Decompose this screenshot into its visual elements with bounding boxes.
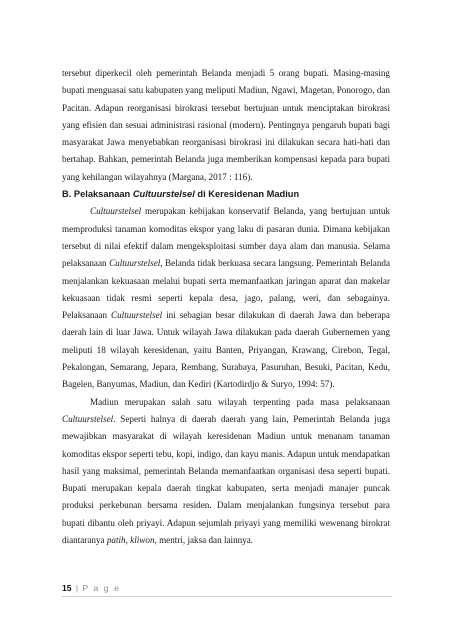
italic-term: Cultuurstelsel	[62, 413, 114, 424]
italic-term: Cultuurstelsel	[90, 206, 142, 217]
page-footer	[62, 582, 392, 594]
paragraph-continuation: tersebut diperkecil oleh pemerintah Belanda menjadi 5 orang bupati. Masing-masing bupati menguasai satu kabupaten yang meliputi Madiun, Ngawi, Magetan, Ponorogo, dan Pacitan. Adapun reorganisasi birokrasi tersebut bertujuan untuk menciptakan birokrasi yang efisien dan sesuai administrasi rasional (modern). Pentingnya pengaruh bupati bagi masyarakat Jawa menyebabkan reorganisasi birokrasi ini dilakukan secara hati-hati dan bertahap. Bahkan, pemerintah Belanda juga memberikan kompensasi kepada para bupati yang kehilangan wilayahnya (Margana, 2017 : 116).	[62, 68, 390, 182]
page-number: 15	[62, 583, 72, 593]
paragraph-cultuurstelsel: Cultuurstelsel merupakan kebijakan konservatif Belanda, yang bertujuan untuk memproduksi tanaman komoditas ekspor yang laku di pasaran dunia. Dimana kebijakan tersebut di nilai efektif dalam mengeksploitasi sumber daya alam dan manusia. Selama pelaksanaan Cultuurstelsel, Belanda tidak berkuasa secara langsung. Pemerintah Belanda menjalankan kekuasaan melalui bupati serta memanfaatkan jaringan aparat dan makelar kekuasaan tidak resmi seperti kepala desa, jago, palang, weri, dan sebagainya. Pelaksanaan Cultuurstelsel ini sebagian besar dilakukan di daerah Jawa dan beberapa daerah lain di luar Jawa. Untuk wilayah Jawa dilakukan pada daerah Gubernemen yang meliputi 18 wilayah keresidenan, yaitu Banten, Priyangan, Krawang, Cirebon, Tegal, Pekalongan, Semarang, Jepara, Rembang, Surabaya, Pasuruhan, Besuki, Pacitan, Kedu, Bagelen, Banyumas, Madiun, dan Kediri (Kartodirdjo & Suryo, 1994: 57).	[62, 206, 390, 390]
italic-term: Cultuurstelsel	[109, 258, 161, 269]
footer-rule	[62, 596, 392, 597]
italic-term: patih	[106, 535, 126, 546]
page-body	[62, 65, 390, 549]
footer-separator: |	[75, 583, 79, 593]
italic-term: Cultuurstelsel	[111, 310, 163, 321]
section-heading: B. Pelaksanaan Cultuurstelsel di Keresidenan Madiun	[62, 189, 300, 200]
italic-term: kliwon	[130, 535, 155, 546]
paragraph-madiun: Madiun merupakan salah satu wilayah terpenting pada masa pelaksanaan Cultuurstelsel. Seperti halnya di daerah daerah yang lain, Pemerintah Belanda juga mewajibkan masyarakat di wilayah keresidenan Madiun untuk menanam tanaman komoditas ekspor seperti tebu, kopi, indigo, dan kayu manis. Adapun untuk mendapatkan hasil yang maksimal, pemerintah Belanda memanfaatkan organisasi desa seperti bupati. Bupati merupakan kepala daerah tingkat kabupaten, serta menjadi manajer puncak produksi perkebunan bersama residen. Dalam menjalankan fungsinya tersebut para bupati dibantu oleh priyayi. Adapun sejumlah priyayi yang memiliki wewenang birokrat diantaranya patih, kliwon, mentri, jaksa dan lainnya.	[62, 396, 390, 546]
page-label: P a g e	[82, 583, 121, 593]
